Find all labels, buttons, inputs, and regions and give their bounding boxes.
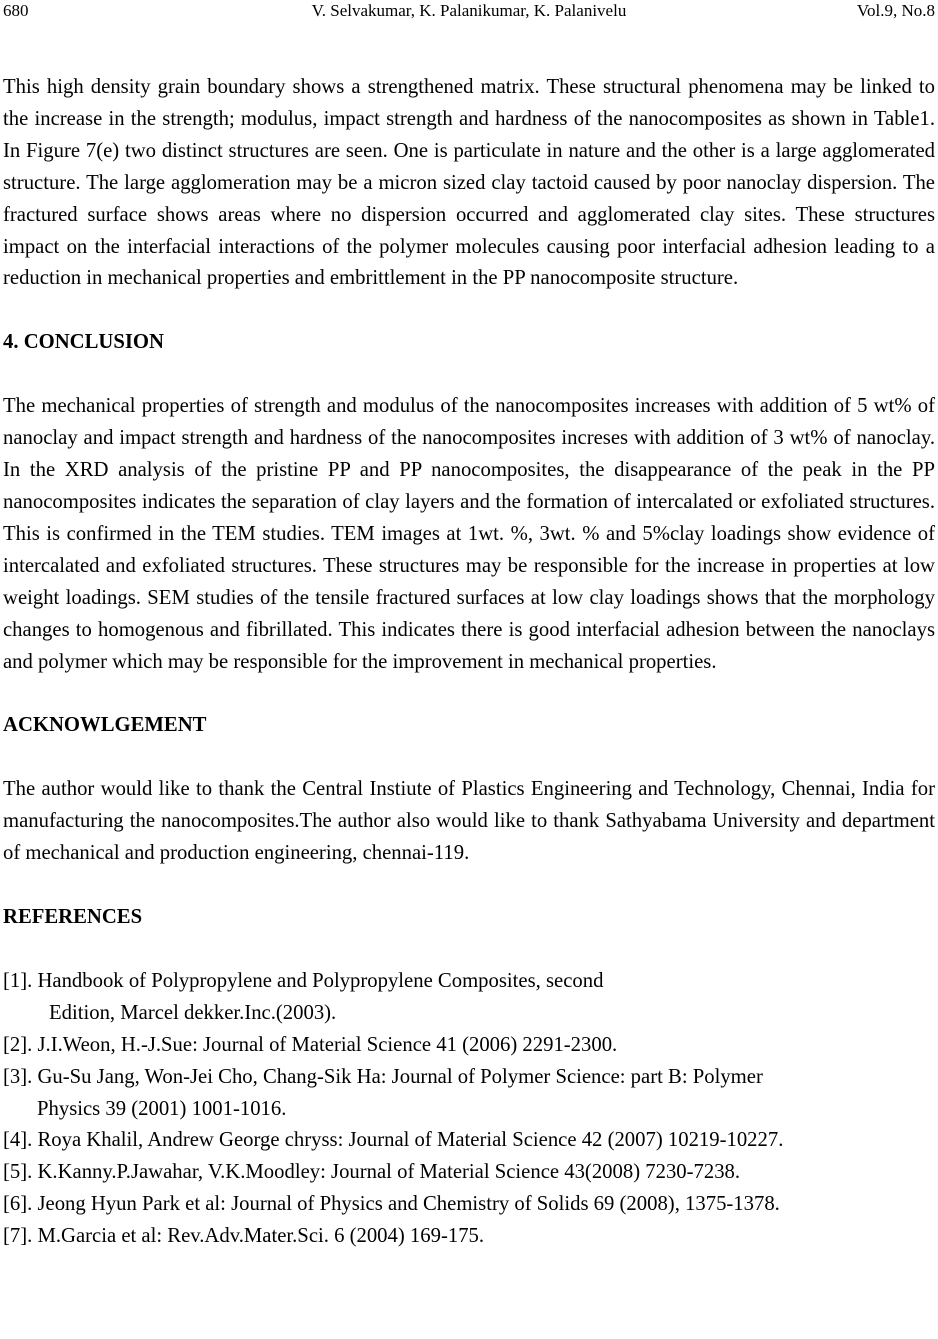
intro-paragraph: This high density grain boundary shows a strengthened matrix. These structural phenomena may be linked to the increase in the strength; modulus, impact strength and hardness of the nanocomposites as shown in Table1. In Figure 7(e) two distinct structures are seen. One is particulate in nature and the other is a large agglomerated structure. The large agglomeration may be a micron sized clay tactoid caused by poor nanoclay dispersion. The fractured surface shows areas where no dispersion occurred and agglomerated clay sites. These structures impact on the interfacial interactions of the polymer molecules causing poor interfacial adhesion leading to a reduction in mechanical properties and embrittlement in the PP nanocomposite structure. — [3, 76, 935, 290]
acknowledgement-paragraph: The author would like to thank the Central Instiute of Plastics Engineering and Technology, Chennai, India for manufacturing the nanocomposites.The author also would like to thank Sathyabama University and department of mechanical and production engineering, chennai-119. — [3, 778, 935, 865]
conclusion-paragraph: The mechanical properties of strength and modulus of the nanocomposites increases with addition of 5 wt% of nanoclay and impact strength and hardness of the nanocomposites increses with addition of 3 wt% of nanoclay. In the XRD analysis of the pristine PP and PP nanocomposites, the disappearance of the peak in the PP nanocomposites indicates the separation of clay layers and the formation of intercalated or exfoliated structures. This is confirmed in the TEM studies. TEM images at 1wt. %, 3wt. % and 5%clay loadings show evidence of intercalated and exfoliated structures. These structures may be responsible for the increase in properties at low weight loadings. SEM studies of the tensile fractured surfaces at low clay loadings shows that the morphology changes to homogenous and fibrillated. This indicates there is good interfacial adhesion between the nanoclays and polymer which may be responsible for the improvement in mechanical properties. — [3, 395, 935, 673]
reference-item-2: [2]. J.I.Weon, H.-J.Sue: Journal of Material Science 41 (2006) 2291-2300. — [3, 1033, 618, 1056]
acknowledgement-heading: ACKNOWLGEMENT — [3, 714, 207, 737]
page-body — [3, 72, 935, 1253]
reference-item-5: [5]. K.Kanny.P.Jawahar, V.K.Moodley: Journal of Material Science 43(2008) 7230-7238. — [3, 1161, 741, 1184]
header-volume: Vol.9, No.8 — [856, 1, 935, 20]
reference-list — [3, 966, 935, 1253]
reference-continuation: Edition, Marcel dekker.Inc.(2003). — [49, 1001, 337, 1024]
running-header — [3, 0, 935, 22]
reference-item-3: [3]. Gu-Su Jang, Won-Jei Cho, Chang-Sik Ha: Journal of Polymer Science: part B: Polymer Physics 39 (2001) 1001-1016. — [3, 1062, 935, 1126]
conclusion-heading: 4. CONCLUSION — [3, 331, 164, 354]
reference-continuation: Physics 39 (2001) 1001-1016. — [37, 1097, 287, 1120]
page-number: 680 — [3, 1, 29, 20]
header-authors: V. Selvakumar, K. Palanikumar, K. Palanivelu — [311, 1, 627, 20]
reference-item-6: [6]. Jeong Hyun Park et al: Journal of Physics and Chemistry of Solids 69 (2008), 1375-1378. — [3, 1193, 780, 1216]
reference-item-7: [7]. M.Garcia et al: Rev.Adv.Mater.Sci. 6 (2004) 169-175. — [3, 1225, 485, 1248]
reference-item-4: [4]. Roya Khalil, Andrew George chryss: Journal of Material Science 42 (2007) 10219-10227. — [3, 1129, 784, 1152]
references-heading: REFERENCES — [3, 906, 143, 929]
reference-item-1: [1]. Handbook of Polypropylene and Polypropylene Composites, second Edition, Marcel dekker.Inc.(2003). — [3, 966, 935, 1030]
